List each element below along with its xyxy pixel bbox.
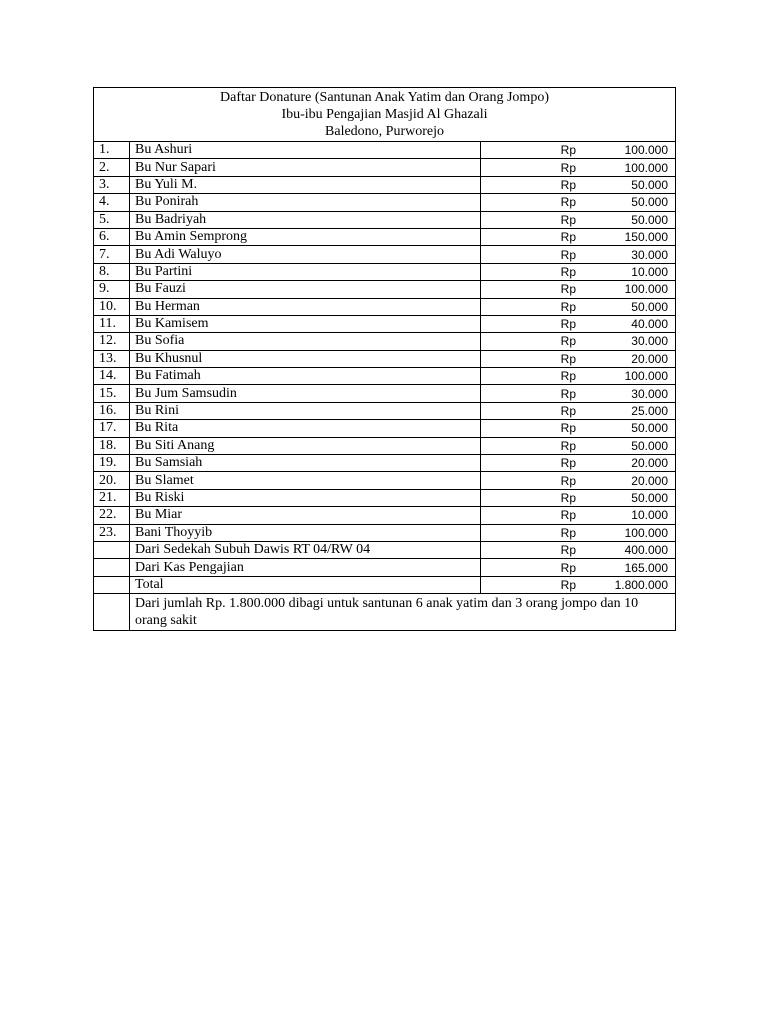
amount-value: 40.000 [631,317,668,332]
donor-name: Bu Samsiah [130,455,481,472]
table-row [94,472,676,489]
donor-name: Bu Riski [130,489,481,506]
note-row [94,594,676,631]
table-row [94,507,676,524]
donor-name: Dari Kas Pengajian [130,559,481,576]
donation-amount-cell [481,420,676,437]
currency-label: Rp [560,212,576,227]
amount-value: 30.000 [631,386,668,401]
currency-label: Rp [560,334,576,349]
row-number: 12. [94,333,130,350]
row-number: 9. [94,281,130,298]
donor-name: Bu Herman [130,298,481,315]
currency-label: Rp [560,438,576,453]
donor-name: Bu Fauzi [130,281,481,298]
amount-value: 50.000 [631,421,668,436]
amount-value: 20.000 [631,456,668,471]
table-row [94,315,676,332]
donation-amount-cell [481,176,676,193]
table-row [94,211,676,228]
currency-label: Rp [560,386,576,401]
donor-name: Bu Khusnul [130,350,481,367]
donor-name: Bu Siti Anang [130,437,481,454]
donation-amount-cell [481,194,676,211]
donor-name: Bu Miar [130,507,481,524]
row-number: 16. [94,402,130,419]
currency-label: Rp [560,177,576,192]
currency-label: Rp [560,404,576,419]
header-subtitle: Ibu-ibu Pengajian Masjid Al Ghazali [281,107,488,122]
row-number: 20. [94,472,130,489]
amount-value: 25.000 [631,404,668,419]
row-number: 21. [94,489,130,506]
table-row [94,541,676,558]
table-row [94,350,676,367]
donation-amount-cell [481,489,676,506]
table-row [94,489,676,506]
donor-name: Bu Badriyah [130,211,481,228]
donation-amount-cell [481,350,676,367]
donation-amount-cell [481,507,676,524]
currency-label: Rp [560,282,576,297]
donation-amount-cell [481,159,676,176]
amount-value: 100.000 [624,160,668,175]
row-number: 14. [94,368,130,385]
donor-name: Bu Slamet [130,472,481,489]
donation-amount-cell [481,281,676,298]
table-row [94,142,676,159]
table-row [94,281,676,298]
note-number-cell [94,594,130,631]
currency-label: Rp [560,456,576,471]
currency-label: Rp [560,491,576,505]
donor-name: Bu Ponirah [130,194,481,211]
amount-value: 30.000 [631,247,668,262]
currency-label: Rp [560,351,576,366]
amount-value: 50.000 [631,177,668,192]
table-row [94,559,676,576]
table-row [94,385,676,402]
donor-name: Bu Sofia [130,333,481,350]
amount-value: 400.000 [624,543,668,558]
amount-value: 100.000 [624,282,668,297]
donation-amount-cell [481,228,676,245]
currency-label: Rp [560,317,576,332]
donor-name: Bu Rini [130,402,481,419]
amount-value: 50.000 [631,491,668,505]
donor-name: Bu Jum Samsudin [130,385,481,402]
row-number: 17. [94,420,130,437]
amount-value: 50.000 [631,299,668,314]
donation-amount-cell [481,541,676,558]
row-number: 15. [94,385,130,402]
table-row [94,298,676,315]
currency-label: Rp [560,299,576,314]
donor-name: Total [130,576,481,593]
row-number: 4. [94,194,130,211]
row-number [94,559,130,576]
row-number [94,541,130,558]
table-row [94,455,676,472]
currency-label: Rp [560,577,576,592]
table-row [94,194,676,211]
currency-label: Rp [560,560,576,575]
header-row [94,88,676,142]
donation-amount-cell [481,142,676,159]
amount-value: 10.000 [631,264,668,279]
amount-value: 100.000 [624,369,668,384]
table-row [94,576,676,593]
donor-name: Bu Ashuri [130,142,481,159]
donation-amount-cell [481,333,676,350]
table-row [94,159,676,176]
table-row [94,333,676,350]
currency-label: Rp [560,421,576,436]
row-number: 13. [94,350,130,367]
donor-name: Bani Thoyyib [130,524,481,541]
amount-value: 100.000 [624,143,668,158]
table-row [94,420,676,437]
donation-table [93,87,676,631]
donation-amount-cell [481,437,676,454]
table-row [94,524,676,541]
table-row [94,228,676,245]
currency-label: Rp [560,247,576,262]
donation-amount-cell [481,368,676,385]
donation-amount-cell [481,524,676,541]
donor-name: Bu Amin Semprong [130,228,481,245]
amount-value: 30.000 [631,334,668,349]
donation-amount-cell [481,246,676,263]
row-number: 8. [94,263,130,280]
amount-value: 165.000 [624,560,668,575]
row-number: 18. [94,437,130,454]
amount-value: 50.000 [631,212,668,227]
row-number: 11. [94,315,130,332]
donor-name: Bu Nur Sapari [130,159,481,176]
row-number: 23. [94,524,130,541]
currency-label: Rp [560,264,576,279]
donation-amount-cell [481,315,676,332]
amount-value: 10.000 [631,508,668,523]
table-row [94,246,676,263]
amount-value: 50.000 [631,195,668,210]
amount-value: 100.000 [624,525,668,540]
donation-amount-cell [481,559,676,576]
donation-amount-cell [481,402,676,419]
donation-amount-cell [481,298,676,315]
table-header [94,88,676,142]
currency-label: Rp [560,508,576,523]
donor-name: Bu Yuli M. [130,176,481,193]
currency-label: Rp [560,369,576,384]
currency-label: Rp [560,230,576,245]
row-number: 10. [94,298,130,315]
row-number: 7. [94,246,130,263]
amount-value: 1.800.000 [614,577,668,592]
currency-label: Rp [560,525,576,540]
donation-amount-cell [481,455,676,472]
currency-label: Rp [560,143,576,158]
donation-amount-cell [481,263,676,280]
donor-name: Bu Partini [130,263,481,280]
header-title: Daftar Donature (Santunan Anak Yatim dan Orang Jompo) [220,90,549,105]
donor-name: Bu Kamisem [130,315,481,332]
donor-name: Bu Adi Waluyo [130,246,481,263]
amount-value: 20.000 [631,473,668,488]
donor-name: Bu Fatimah [130,368,481,385]
donation-amount-cell [481,472,676,489]
currency-label: Rp [560,543,576,558]
table-row [94,437,676,454]
row-number: 3. [94,176,130,193]
row-number [94,576,130,593]
table-row [94,176,676,193]
amount-value: 20.000 [631,351,668,366]
distribution-note: Dari jumlah Rp. 1.800.000 dibagi untuk santunan 6 anak yatim dan 3 orang jompo dan 10 orang sakit [130,594,676,631]
donation-amount-cell [481,211,676,228]
header-location: Baledono, Purworejo [325,124,444,139]
donation-amount-cell [481,576,676,593]
table-row [94,263,676,280]
donor-name: Dari Sedekah Subuh Dawis RT 04/RW 04 [130,541,481,558]
row-number: 22. [94,507,130,524]
table-row [94,368,676,385]
donation-table-body [94,88,676,631]
row-number: 19. [94,455,130,472]
currency-label: Rp [560,473,576,488]
table-row [94,402,676,419]
donor-name: Bu Rita [130,420,481,437]
currency-label: Rp [560,160,576,175]
amount-value: 150.000 [624,230,668,245]
row-number: 6. [94,228,130,245]
row-number: 1. [94,142,130,159]
row-number: 2. [94,159,130,176]
amount-value: 50.000 [631,438,668,453]
donation-amount-cell [481,385,676,402]
currency-label: Rp [560,195,576,210]
row-number: 5. [94,211,130,228]
